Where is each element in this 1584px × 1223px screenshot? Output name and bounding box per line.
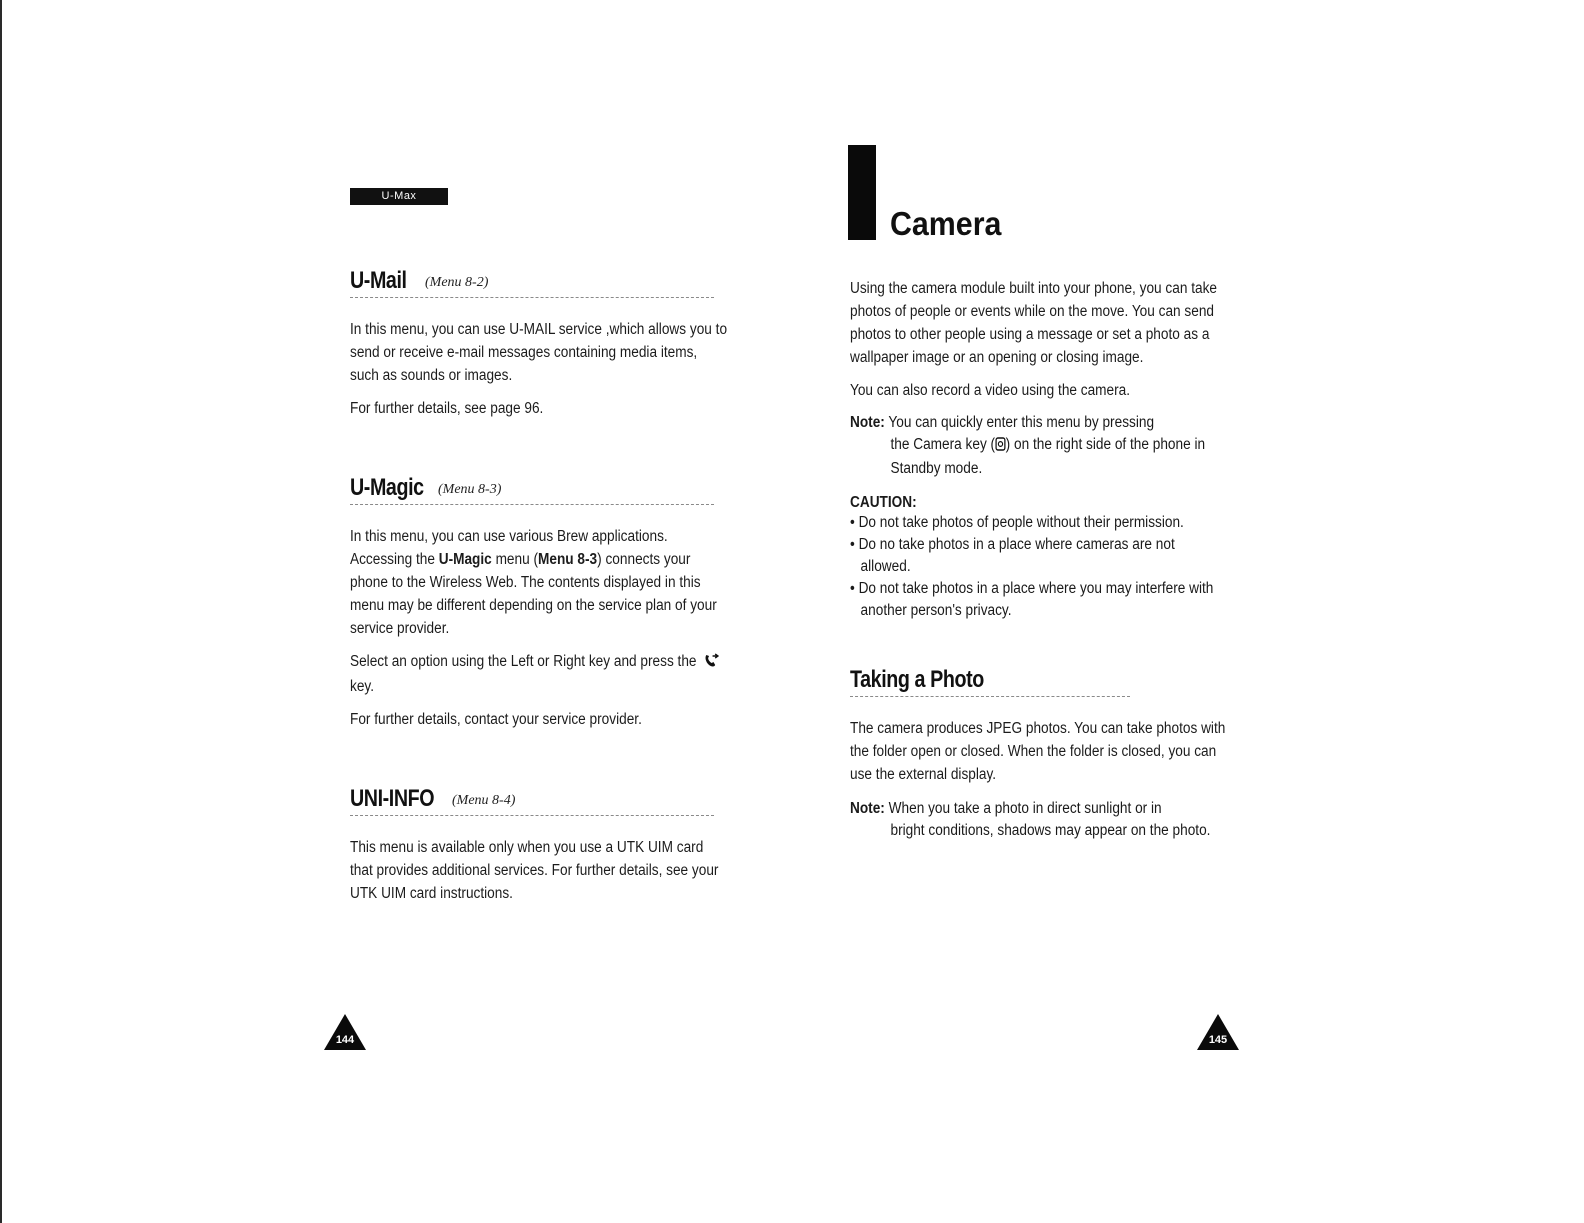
uniinfo-menu-ref: (Menu 8-4) bbox=[452, 793, 516, 808]
uniinfo-rule bbox=[350, 815, 714, 816]
umail-paragraph-1: In this menu, you can use U-MAIL service ,which allows you to send or receive e-mail messages containing media items, such as sounds or images. bbox=[350, 321, 728, 384]
umagic-paragraph-3: For further details, contact your service provider. bbox=[350, 711, 642, 728]
taking-photo-rule bbox=[850, 696, 1130, 697]
uniinfo-title: UNI-INFO bbox=[350, 785, 435, 812]
camera-intro-paragraph-1: Using the camera module built into your phone, you can take photos of people or events while on the move. You can send photos to other people using a message or set a photo as a wallpaper image or an opening or closing image. bbox=[850, 280, 1217, 366]
umail-rule bbox=[350, 297, 714, 298]
umail-paragraph-2: For further details, see page 96. bbox=[350, 400, 544, 417]
page-number-left: 144 bbox=[322, 1012, 368, 1052]
uniinfo-paragraph-1: This menu is available only when you use a UTK UIM card that provides additional services. For further details, see your UTK UIM card instructions. bbox=[350, 839, 719, 902]
umail-title: U-Mail bbox=[350, 267, 407, 294]
page-number-right: 145 bbox=[1195, 1012, 1241, 1052]
page-edge bbox=[0, 0, 2, 1223]
list-item: • Do not take photos in a place where you may interfere with another person's privacy. bbox=[850, 580, 1214, 619]
taking-photo-heading bbox=[850, 666, 1230, 694]
list-item: • Do no take photos in a place where cameras are not allowed. bbox=[850, 536, 1175, 575]
right-page bbox=[850, 277, 1230, 842]
taking-photo-paragraph-1: The camera produces JPEG photos. You can take photos with the folder open or closed. When the folder is closed, you can use the external display. bbox=[850, 720, 1226, 783]
section-badge: U-Max bbox=[350, 188, 448, 205]
note-label: Note: bbox=[850, 800, 885, 817]
camera-note: Note: You can quickly enter this menu by pressing the Camera key ( ) on the right side of the phone in Standby mode. bbox=[850, 414, 1206, 477]
umagic-heading bbox=[350, 474, 730, 502]
umagic-title: U-Magic bbox=[350, 474, 424, 501]
list-item: • Do not take photos of people without their permission. bbox=[850, 514, 1184, 531]
taking-photo-note: Note: When you take a photo in direct sunlight or in bright conditions, shadows may appear on the photo. bbox=[850, 800, 1211, 839]
umagic-paragraph-1: In this menu, you can use various Brew applications. Accessing the U-Magic menu (Menu 8-3) connects your phone to the Wireless Web. The contents displayed in this menu may be different depending on the service plan of your service provider. bbox=[350, 528, 717, 637]
camera-intro-paragraph-2: You can also record a video using the camera. bbox=[850, 382, 1131, 399]
umagic-rule bbox=[350, 504, 714, 505]
uniinfo-heading bbox=[350, 785, 730, 813]
caution-list bbox=[850, 512, 1228, 622]
umail-menu-ref: (Menu 8-2) bbox=[425, 275, 489, 290]
send-key-icon bbox=[704, 652, 720, 675]
umagic-paragraph-2: Select an option using the Left or Right key and press the key. bbox=[350, 650, 728, 698]
umail-heading bbox=[350, 267, 730, 295]
chapter-title: Camera bbox=[890, 205, 1002, 242]
camera-key-icon bbox=[995, 436, 1006, 458]
left-page bbox=[350, 186, 730, 905]
taking-photo-title: Taking a Photo bbox=[850, 666, 984, 693]
umagic-menu-ref: (Menu 8-3) bbox=[438, 482, 502, 497]
caution-title: CAUTION: bbox=[850, 494, 917, 511]
note-label: Note: bbox=[850, 414, 885, 431]
chapter-bar bbox=[848, 145, 876, 240]
